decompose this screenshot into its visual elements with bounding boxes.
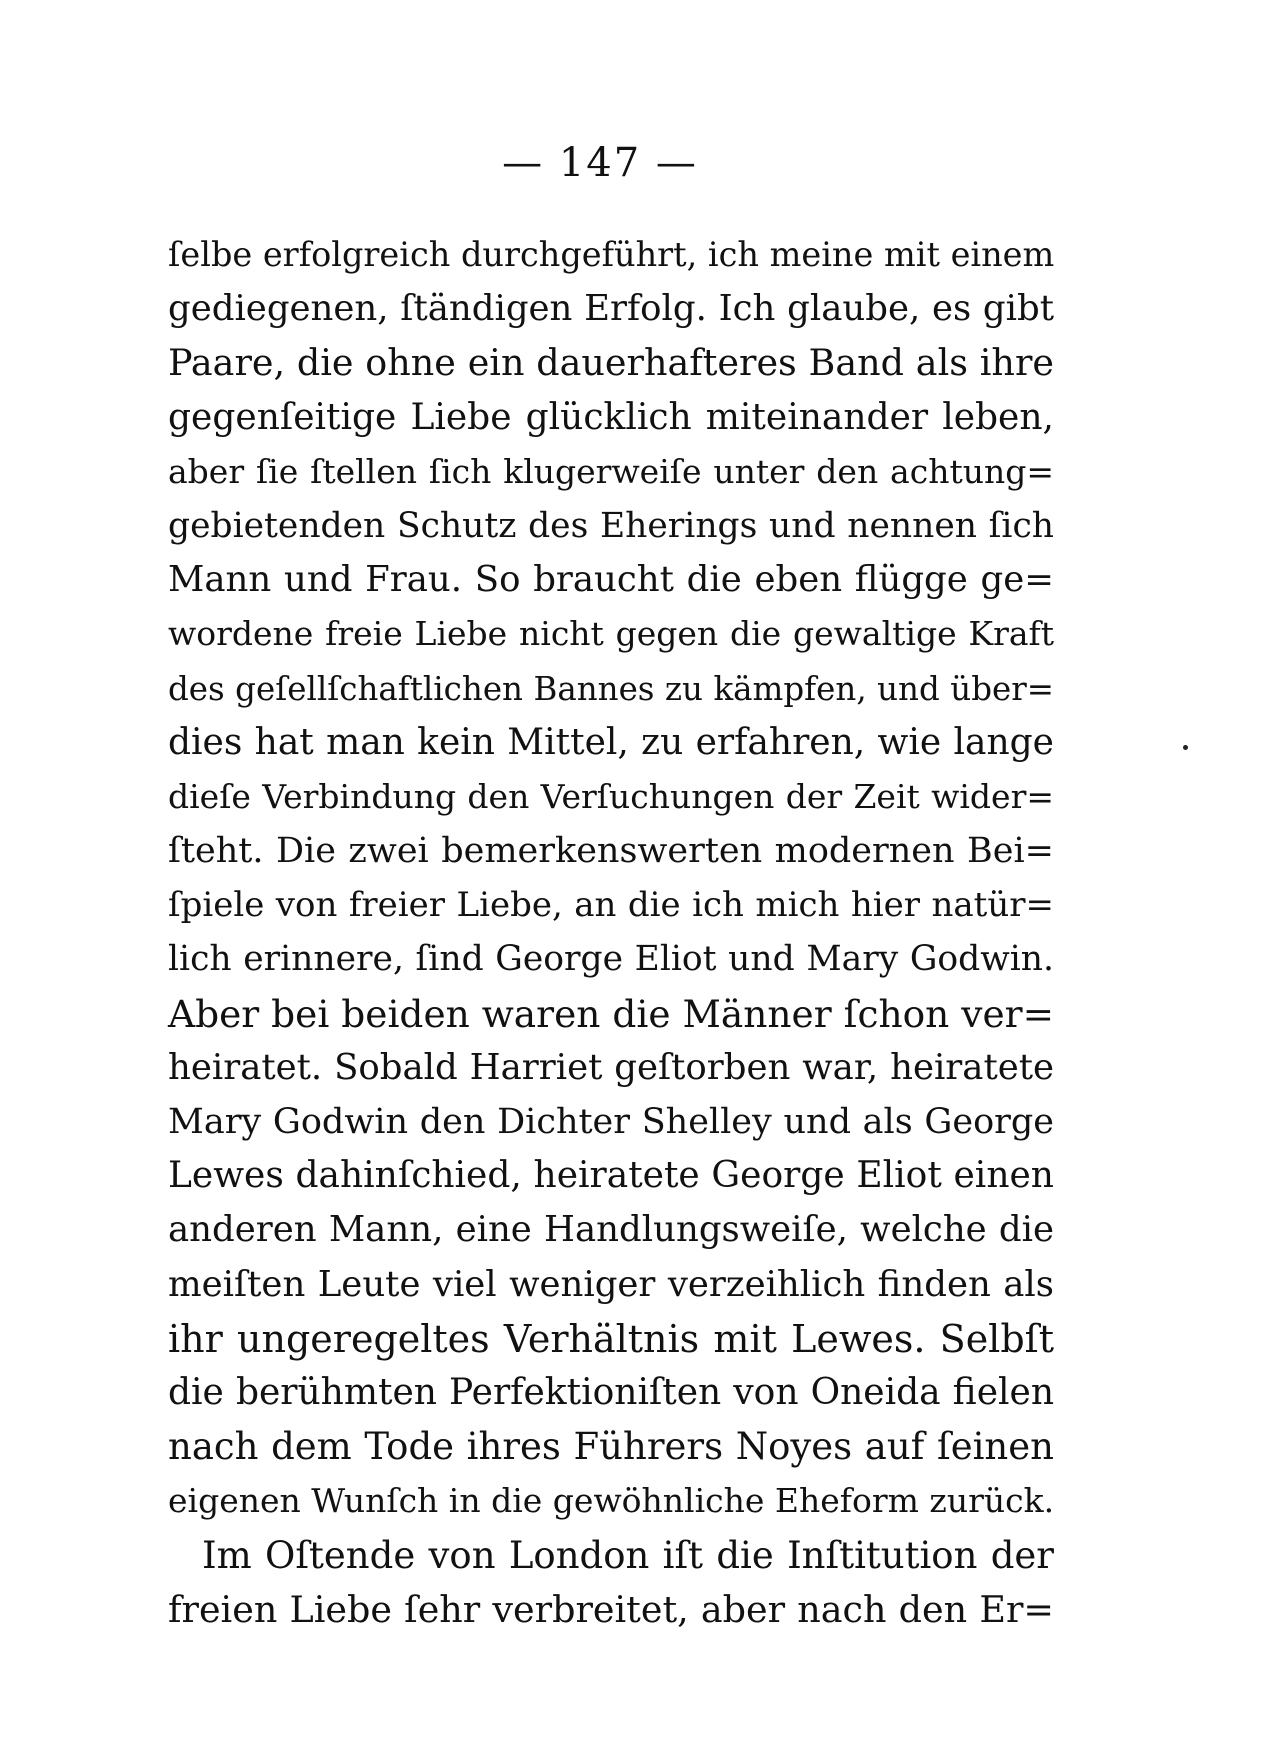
page-number: — 147 — — [502, 140, 698, 186]
text-line: nach dem Tode ihres Führers Noyes auf ſeinen — [168, 1425, 1054, 1469]
text-line: ſteht. Die zwei bemerkenswerten modernen Bei= — [168, 831, 1054, 872]
text-line: eigenen Wunſch in die gewöhnliche Eheform zurück. — [168, 1481, 1055, 1521]
text-line: die berühmten Perfektioniſten von Oneida fielen — [168, 1371, 1054, 1413]
text-line: aber ſie ſtellen ſich klugerweiſe unter den achtung= — [168, 451, 1054, 491]
text-line: freien Liebe ſehr verbreitet, aber nach den Er= — [168, 1587, 1054, 1631]
text-line: Paare, die ohne ein dauerhafteres Band als ihre — [168, 341, 1054, 385]
paragraph-start-line: Im Oſtende von London iſt die Inſtitution der — [202, 1533, 1054, 1577]
text-line: meiſten Leute viel weniger verzeihlich finden als — [168, 1263, 1054, 1305]
text-line: ihr ungeregeltes Verhältnis mit Lewes. Selbſt — [168, 1316, 1054, 1361]
text-line: ſelbe erfolgreich durchgeführt, ich meine mit einem — [168, 235, 1055, 274]
text-line: anderen Mann, eine Handlungsweiſe, welche die — [168, 1209, 1054, 1251]
text-line: ſpiele von freier Liebe, an die ich mich hier natür= — [168, 885, 1054, 926]
text-line: gebietenden Schutz des Eherings und nennen ſich — [168, 505, 1054, 546]
text-line: wordene freie Liebe nicht gegen die gewaltige Kraft — [168, 614, 1054, 654]
body-text — [168, 228, 1054, 1637]
ink-speck — [1183, 745, 1188, 750]
text-line: Aber bei beiden waren die Männer ſchon ver= — [168, 991, 1054, 1036]
text-line: Mann und Frau. So braucht die eben flügge ge= — [168, 559, 1054, 601]
text-line: dieſe Verbindung den Verſuchungen der Zeit wider= — [168, 776, 1054, 816]
text-line: dies hat man kein Mittel, zu erfahren, wie lange — [168, 721, 1054, 763]
text-line: gediegenen, ſtändigen Erfolg. Ich glaube, es gibt — [168, 288, 1054, 330]
text-line: lich erinnere, ſind George Eliot und Mary Godwin. — [168, 939, 1054, 980]
text-line: heiratet. Sobald Harriet geſtorben war, heiratete — [168, 1046, 1054, 1088]
text-line: des geſellſchaftlichen Bannes zu kämpfen, und über= — [168, 669, 1054, 708]
text-line: Mary Godwin den Dichter Shelley und als George — [168, 1102, 1054, 1142]
text-line: gegenſeitige Liebe glücklich miteinander leben, — [168, 396, 1054, 438]
text-line: Lewes dahinſchied, heiratete George Eliot einen — [168, 1155, 1054, 1197]
